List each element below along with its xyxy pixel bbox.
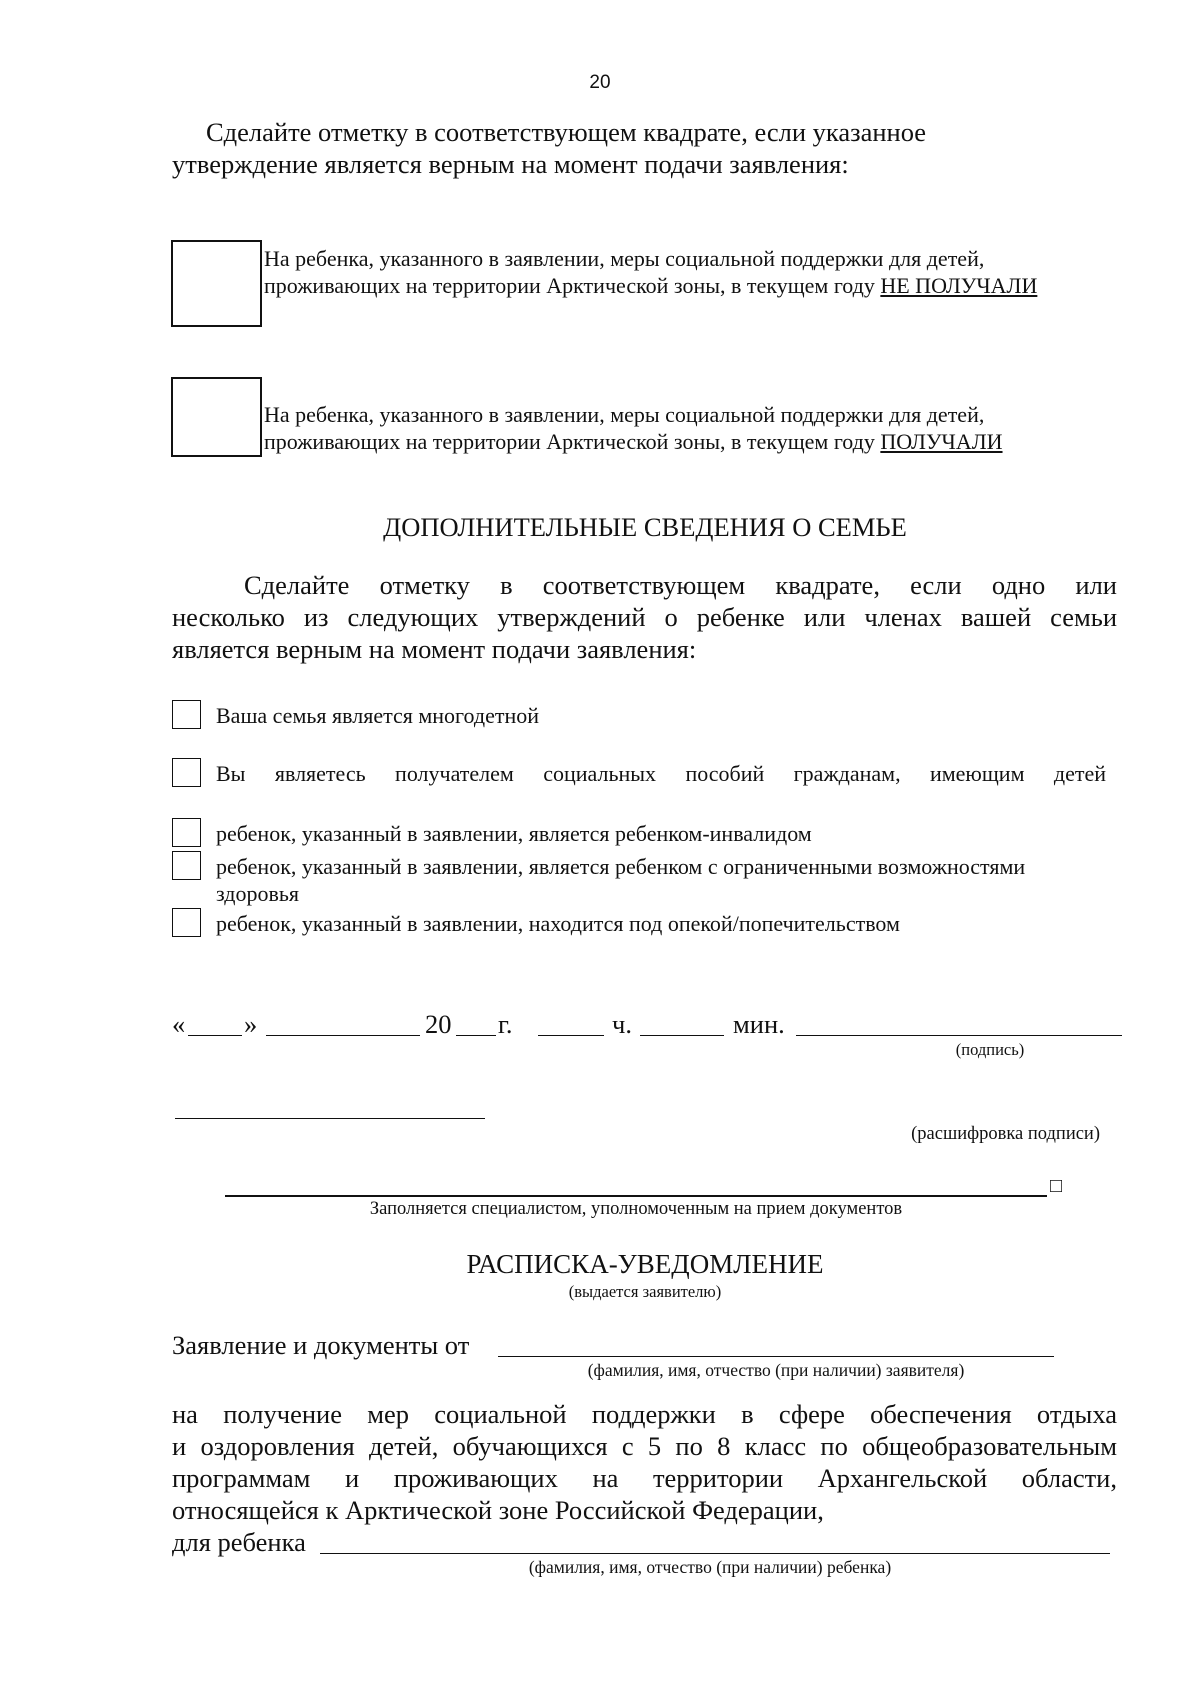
- specialist-checkbox-mark[interactable]: □: [1050, 1175, 1063, 1197]
- limited-health-checkbox[interactable]: [172, 851, 201, 880]
- family-intro-line-3: является верным на момент подачи заявления:: [172, 634, 697, 664]
- signature-field[interactable]: [796, 1035, 1122, 1036]
- limited-health-label: ребенок, указанный в заявлении, является ребенком с ограниченными возможностями: [216, 854, 1026, 879]
- minutes-field[interactable]: [640, 1035, 724, 1036]
- child-caption: (фамилия, имя, отчество (при наличии) ребенка): [528, 1557, 892, 1577]
- page-number: 20: [589, 72, 611, 93]
- family-intro-line-2: несколько из следующих утверждений о ребенке или членах вашей семьи: [172, 602, 1117, 632]
- guardianship-checkbox[interactable]: [172, 908, 201, 937]
- hours-field[interactable]: [538, 1035, 604, 1036]
- day-field[interactable]: [188, 1035, 242, 1036]
- signature-decode-caption: (расшифровка подписи): [911, 1124, 1100, 1144]
- receipt-body-line-4: относящейся к Арктической зоне Российской Федерации,: [172, 1495, 824, 1525]
- arctic-option-1-line-2: проживающих на территории Арктической зоны, в текущем году НЕ ПОЛУЧАЛИ: [264, 273, 1038, 298]
- social-benefits-label: Вы являетесь получателем социальных пособий гражданам, имеющим детей: [216, 761, 1106, 786]
- year-field[interactable]: [456, 1035, 496, 1036]
- family-section-heading: ДОПОЛНИТЕЛЬНЫЕ СВЕДЕНИЯ О СЕМЬЕ: [383, 512, 907, 542]
- receipt-subtitle: (выдается заявителю): [568, 1282, 722, 1301]
- intro-line-2: утверждение является верным на момент подачи заявления:: [172, 149, 849, 179]
- hours-label: ч.: [612, 1009, 632, 1039]
- receipt-body-line-1: на получение мер социальной поддержки в сфере обеспечения отдыха: [172, 1399, 1117, 1429]
- guardianship-label: ребенок, указанный в заявлении, находится под опекой/попечительством: [216, 911, 900, 936]
- specialist-field[interactable]: [225, 1195, 1047, 1197]
- date-open-quote: «: [172, 1009, 186, 1039]
- large-family-label: Ваша семья является многодетной: [216, 703, 540, 728]
- family-intro-line-1: Сделайте отметку в соответствующем квадрате, если одно или: [244, 570, 1117, 600]
- date-close-quote: »: [244, 1009, 258, 1039]
- month-field[interactable]: [266, 1035, 420, 1036]
- applicant-name-field[interactable]: [498, 1356, 1054, 1357]
- signature-caption: (подпись): [955, 1040, 1025, 1059]
- received-emphasis: ПОЛУЧАЛИ: [880, 429, 1003, 454]
- minutes-label: мин.: [733, 1009, 785, 1039]
- limited-health-label-cont: здоровья: [216, 881, 300, 906]
- arctic-option-2-line-2: проживающих на территории Арктической зоны, в текущем году ПОЛУЧАЛИ: [264, 429, 1003, 454]
- receipt-body-line-3: программам и проживающих на территории Архангельской области,: [172, 1463, 1117, 1493]
- receipt-from-label: Заявление и документы от: [172, 1330, 470, 1360]
- disabled-child-checkbox[interactable]: [172, 818, 201, 847]
- child-name-field[interactable]: [320, 1553, 1110, 1554]
- year-suffix: г.: [498, 1009, 513, 1039]
- specialist-caption: Заполняется специалистом, уполномоченным на прием документов: [369, 1199, 903, 1219]
- arctic-option-1-line-1: На ребенка, указанного в заявлении, меры социальной поддержки для детей,: [264, 246, 985, 271]
- arctic-not-received-checkbox[interactable]: [171, 240, 262, 327]
- intro-line-1: Сделайте отметку в соответствующем квадрате, если указанное: [206, 117, 927, 147]
- large-family-checkbox[interactable]: [172, 700, 201, 729]
- signature-decode-field[interactable]: [175, 1118, 485, 1119]
- applicant-caption: (фамилия, имя, отчество (при наличии) заявителя): [587, 1360, 965, 1380]
- disabled-child-label: ребенок, указанный в заявлении, является ребенком-инвалидом: [216, 821, 812, 846]
- not-received-emphasis: НЕ ПОЛУЧАЛИ: [880, 273, 1038, 298]
- year-prefix: 20: [425, 1009, 452, 1039]
- child-label: для ребенка: [172, 1527, 306, 1557]
- receipt-body-line-2: и оздоровления детей, обучающихся с 5 по 8 класс по общеобразовательным: [172, 1431, 1117, 1461]
- receipt-title: РАСПИСКА-УВЕДОМЛЕНИЕ: [466, 1249, 824, 1279]
- arctic-received-checkbox[interactable]: [171, 377, 262, 457]
- social-benefits-checkbox[interactable]: [172, 758, 201, 787]
- arctic-option-2-line-1: На ребенка, указанного в заявлении, меры социальной поддержки для детей,: [264, 402, 985, 427]
